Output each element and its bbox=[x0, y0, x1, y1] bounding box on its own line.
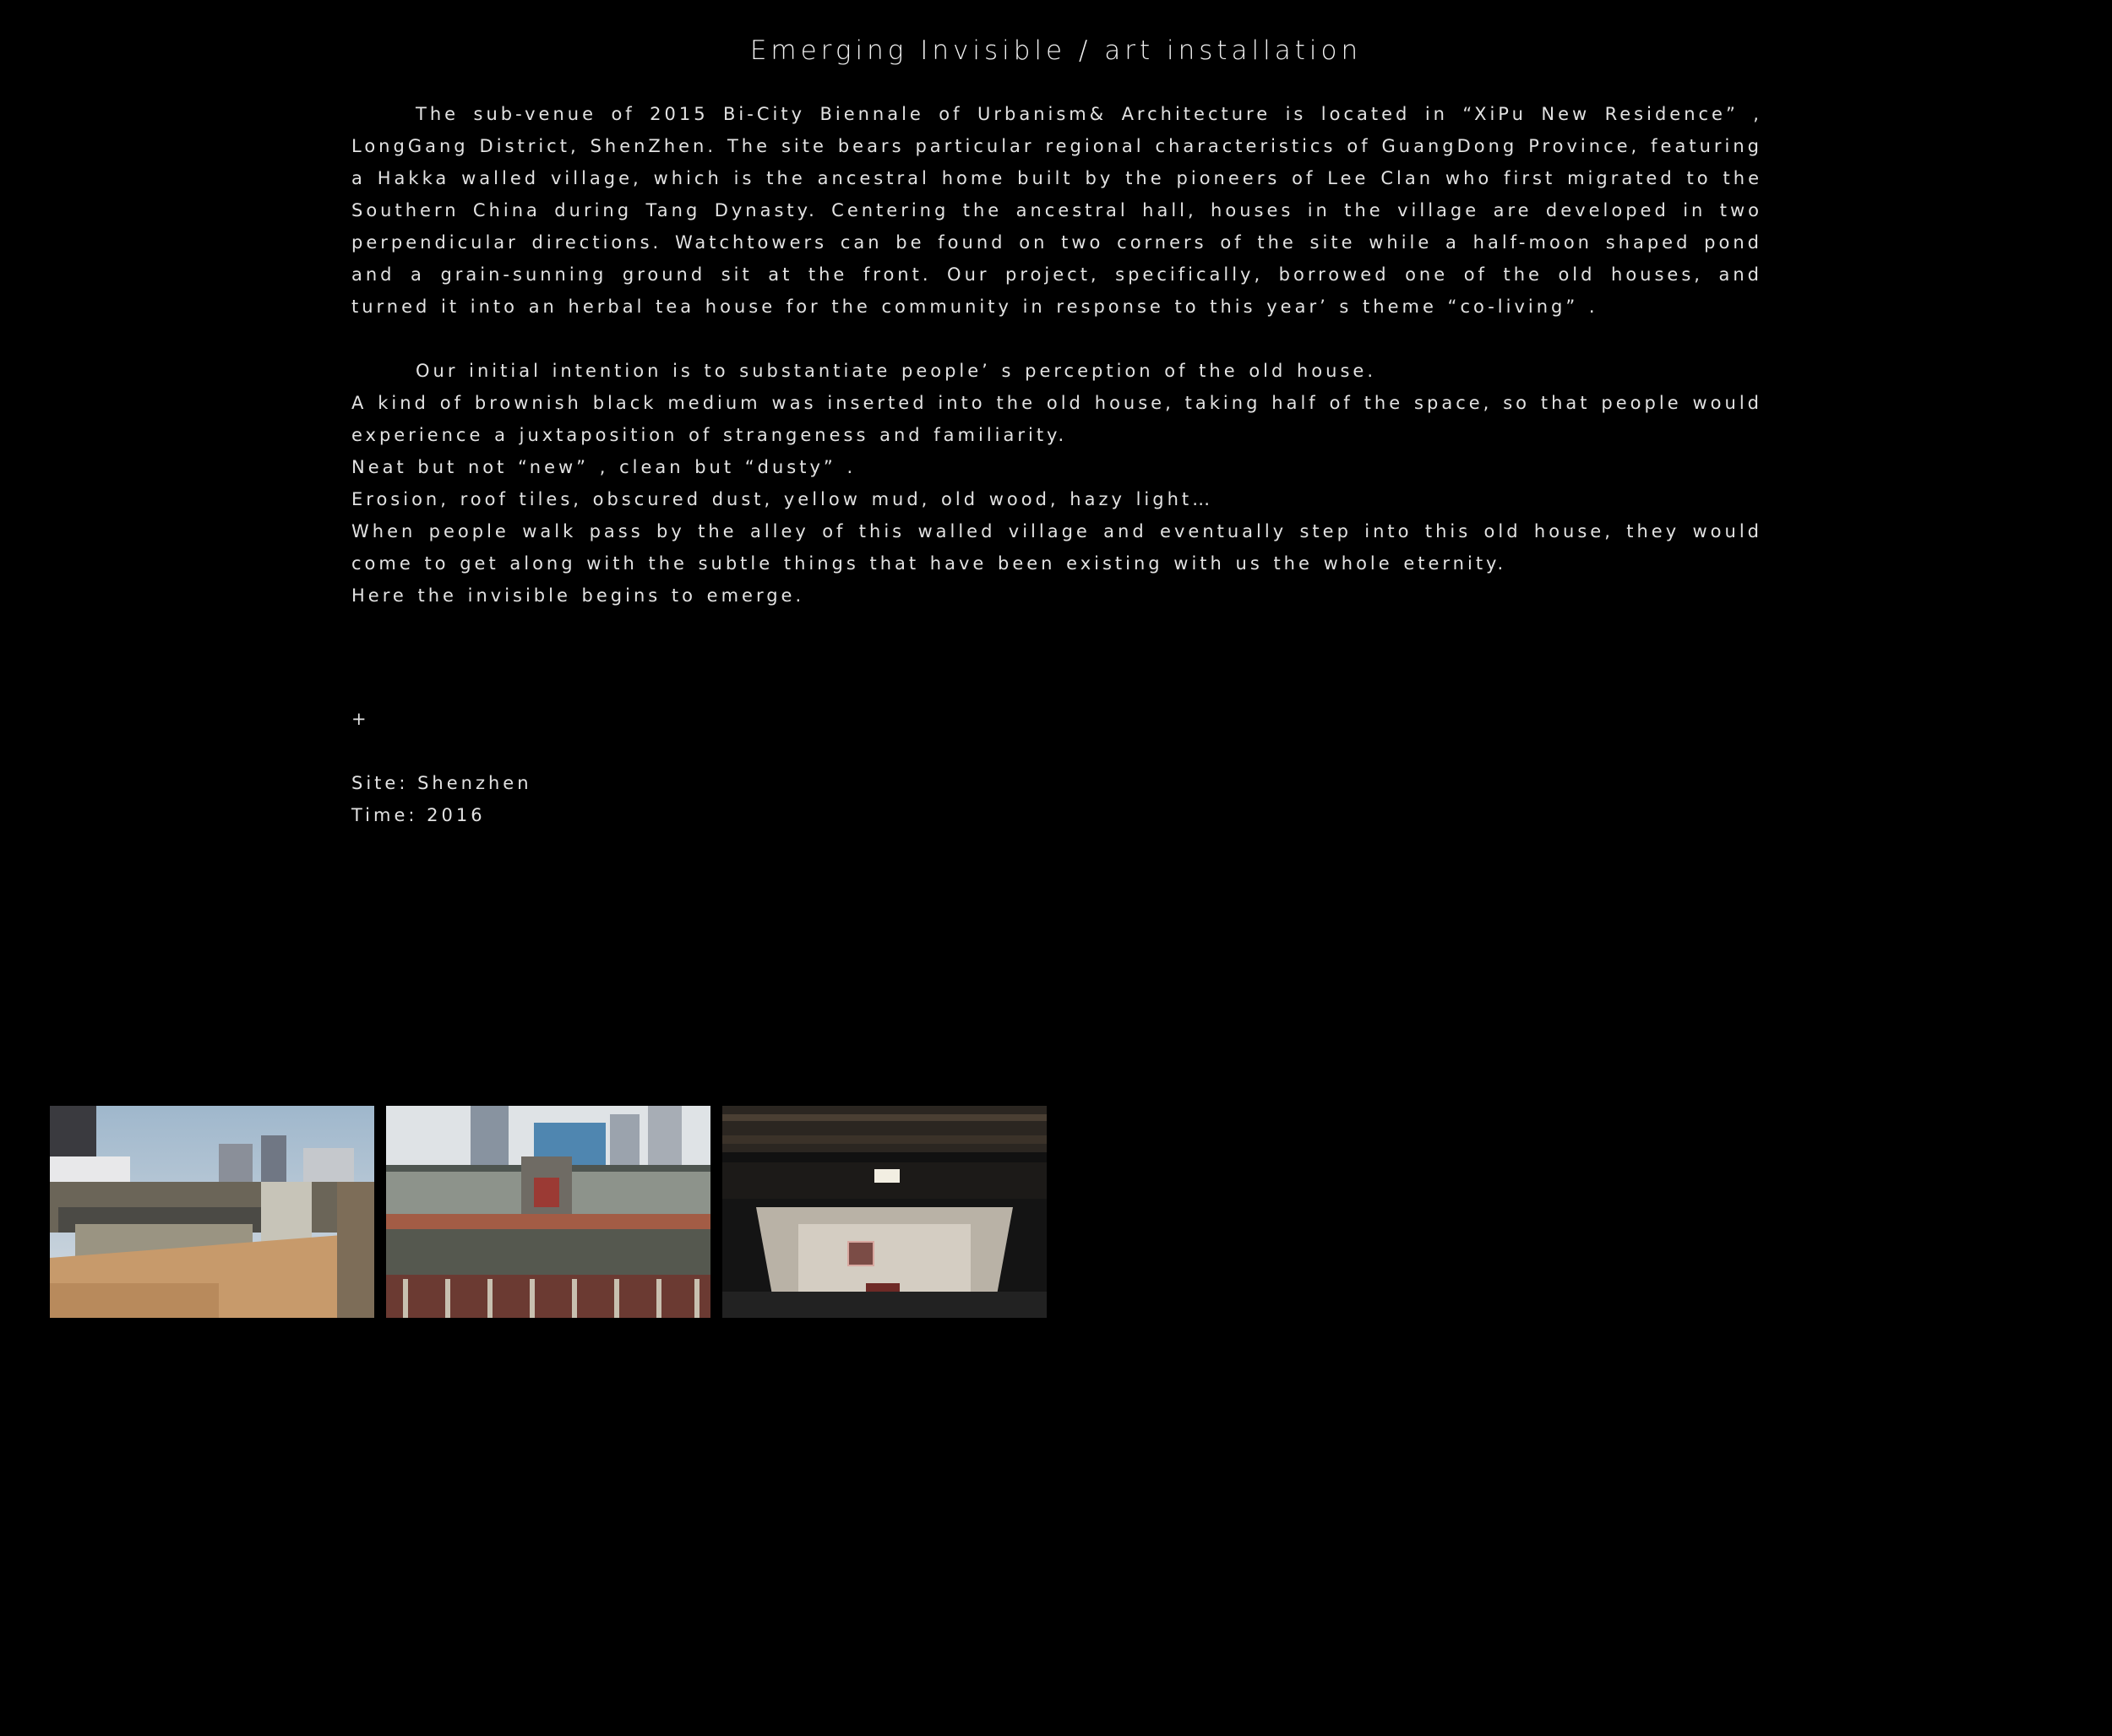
description-paragraph-1: The sub-venue of 2015 Bi-City Biennale of Urbanism& Architecture is located in “XiPu New Residence” , LongGang District, ShenZhen. The site bears particular regional characteristics of GuangDong Province, featuring a Hakka walled village, which is the ancestral home built by the pioneers of Lee Clan who first migrated to the Southern China during Tang Dynasty. Centering the ancestral hall, houses in the village are developed in two perpendicular directions. Watchtowers can be found on two corners of the site while a half-moon shaped pond and a grain-sunning ground sit at the front. Our project, specifically, borrowed one of the old houses, and turned it into an herbal tea house for the community in response to this year’ s theme “co-living” . bbox=[351, 104, 1762, 317]
project-meta bbox=[351, 703, 532, 831]
gallery-thumb-3[interactable] bbox=[722, 1106, 1047, 1318]
plus-marker: + bbox=[351, 709, 370, 729]
time-info: Time: 2016 bbox=[351, 805, 486, 825]
paragraph-spacer bbox=[351, 323, 1762, 355]
gallery-thumb-1[interactable] bbox=[50, 1106, 374, 1318]
site-info: Site: Shenzhen bbox=[351, 773, 532, 793]
description-line-1: Our initial intention is to substantiate people’ s perception of the old house. bbox=[416, 361, 1377, 381]
photo-gallery bbox=[50, 1106, 1047, 1318]
page-title: Emerging Invisible / art installation bbox=[749, 35, 1363, 66]
photo-old-house-interior-icon bbox=[722, 1106, 1047, 1318]
description-line-6: Here the invisible begins to emerge. bbox=[351, 585, 805, 606]
project-description bbox=[351, 98, 1762, 612]
description-line-5: When people walk pass by the alley of this walled village and eventually step into this old house, they would come to get along with the subtle things that have been existing with us the whole eternity. bbox=[351, 521, 1762, 574]
photo-village-aerial-icon bbox=[50, 1106, 374, 1318]
description-line-3: Neat but not “new” , clean but “dusty” . bbox=[351, 457, 857, 477]
photo-walled-village-front-icon bbox=[386, 1106, 710, 1318]
gallery-thumb-2[interactable] bbox=[386, 1106, 710, 1318]
description-line-4: Erosion, roof tiles, obscured dust, yellow mud, old wood, hazy light… bbox=[351, 489, 1214, 509]
description-line-2: A kind of brownish black medium was inserted into the old house, taking half of the space, so that people would experience a juxtaposition of strangeness and familiarity. bbox=[351, 393, 1762, 445]
meta-spacer bbox=[351, 735, 532, 767]
